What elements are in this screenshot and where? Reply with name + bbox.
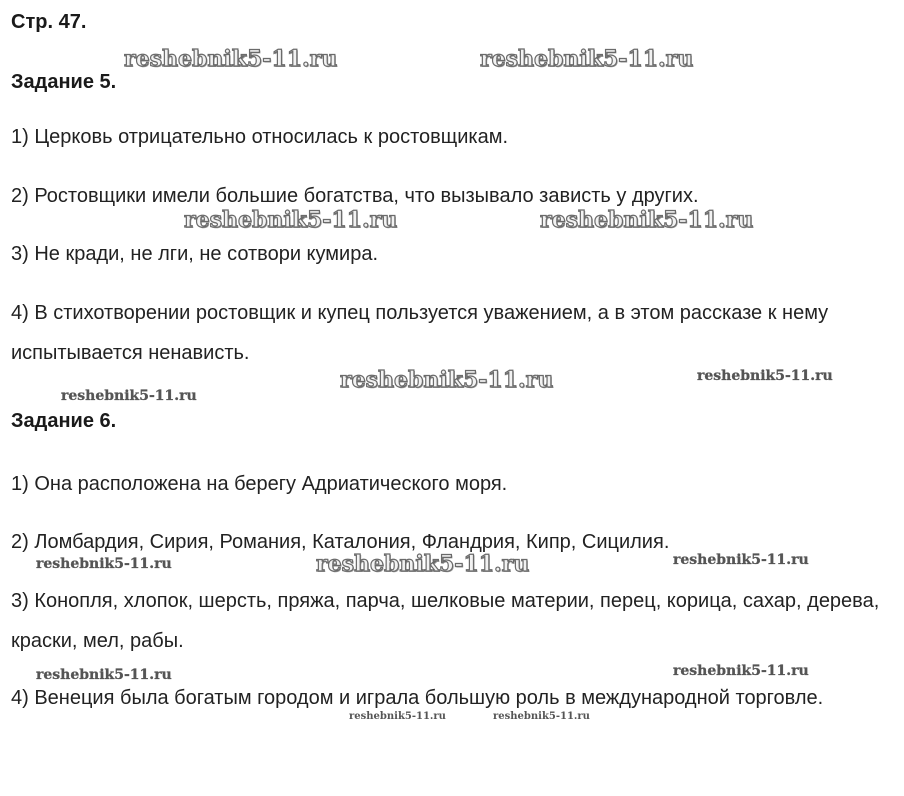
task-6-answer-2: 2) Ломбардия, Сирия, Романия, Каталония, Фландрия, Кипр, Сицилия. [11,531,670,553]
watermark: reshebnik5-11.ru [493,711,590,722]
task-6-answer-4: 4) Венеция была богатым городом и играла большую роль в международной торговле. [11,687,824,709]
watermark: reshebnik5-11.ru [673,552,809,568]
watermark: reshebnik5-11.ru [340,367,554,393]
watermark: reshebnik5-11.ru [36,556,172,572]
task-5-answer-4: 4) В стихотворении ростовщик и купец пользуется уважением, а в этом рассказе к нему испытывается ненависть. [11,302,829,364]
watermark: reshebnik5-11.ru [673,663,809,679]
task-6-answer-1: 1) Она расположена на берегу Адриатического моря. [11,473,508,495]
task-5-answer-3: 3) Не кради, не лги, не сотвори кумира. [11,243,379,265]
watermark: reshebnik5-11.ru [36,667,172,683]
watermark: reshebnik5-11.ru [480,46,694,72]
task-6-answer-3: 3) Конопля, хлопок, шерсть, пряжа, парча, шелковые материи, перец, корица, сахар, дерева, краски, мел, рабы. [11,590,880,652]
watermark: reshebnik5-11.ru [349,711,446,722]
watermark: reshebnik5-11.ru [316,551,530,577]
watermark: reshebnik5-11.ru [184,207,398,233]
task-5-answer-2: 2) Ростовщики имели большие богатства, что вызывало зависть у других. [11,185,699,207]
task-5-title: Задание 5. [11,71,117,93]
task-6-title: Задание 6. [11,410,117,432]
task-5-answer-1: 1) Церковь отрицательно относилась к ростовщикам. [11,126,509,148]
page-number-heading: Стр. 47. [11,11,87,33]
watermark: reshebnik5-11.ru [540,207,754,233]
watermark: reshebnik5-11.ru [697,368,833,384]
watermark: reshebnik5-11.ru [61,388,197,404]
watermark: reshebnik5-11.ru [124,46,338,72]
